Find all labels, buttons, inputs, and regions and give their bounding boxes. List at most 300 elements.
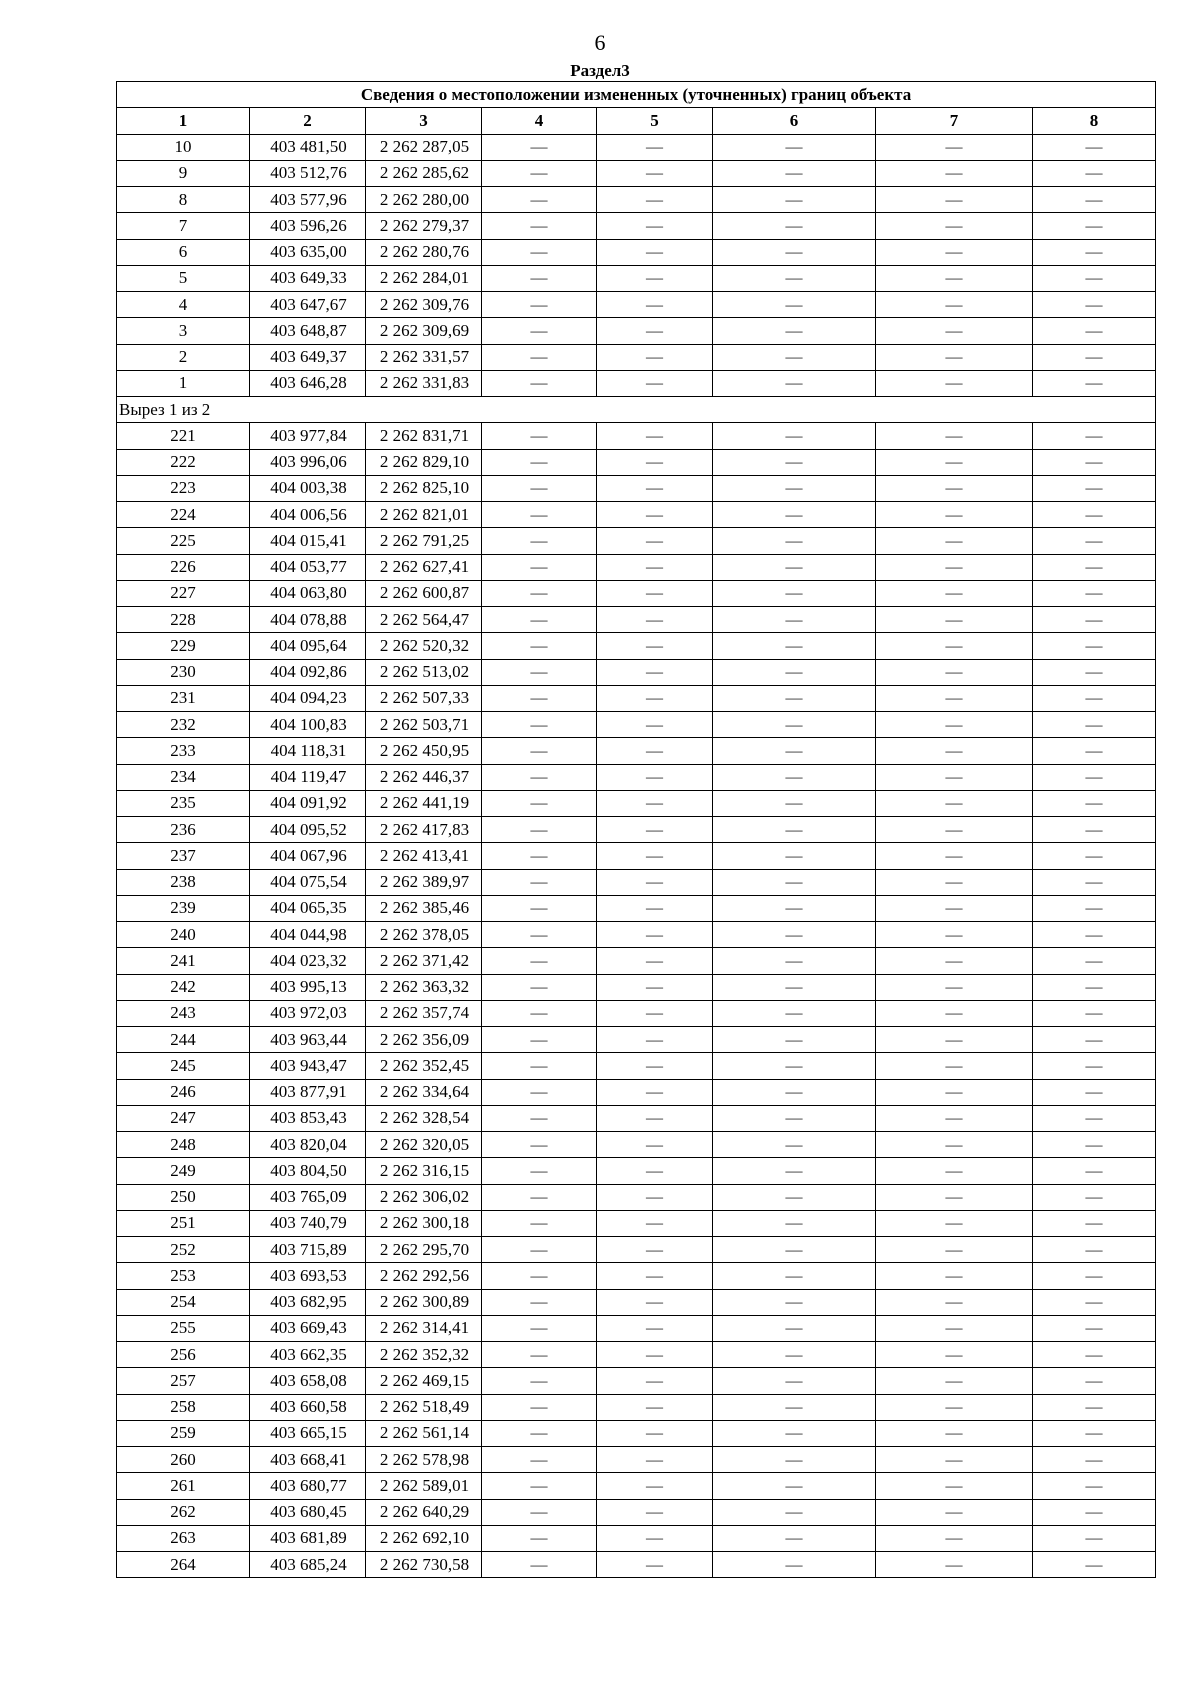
empty-dash-cell: —	[1033, 1105, 1156, 1131]
empty-dash-cell: —	[713, 1105, 876, 1131]
column-header-5: 5	[597, 108, 713, 134]
empty-dash-cell: —	[1033, 344, 1156, 370]
empty-dash-cell: —	[1033, 869, 1156, 895]
y-coordinate-cell: 2 262 730,58	[366, 1552, 482, 1578]
point-number-cell: 258	[117, 1394, 250, 1420]
x-coordinate-cell: 404 118,31	[250, 738, 366, 764]
y-coordinate-cell: 2 262 328,54	[366, 1105, 482, 1131]
empty-dash-cell: —	[713, 948, 876, 974]
empty-dash-cell: —	[482, 187, 597, 213]
x-coordinate-cell: 403 649,33	[250, 265, 366, 291]
table-row	[117, 607, 1156, 633]
empty-dash-cell: —	[597, 1473, 713, 1499]
x-coordinate-cell: 403 943,47	[250, 1053, 366, 1079]
empty-dash-cell: —	[876, 1552, 1033, 1578]
empty-dash-cell: —	[482, 843, 597, 869]
empty-dash-cell: —	[482, 265, 597, 291]
y-coordinate-cell: 2 262 627,41	[366, 554, 482, 580]
empty-dash-cell: —	[713, 1132, 876, 1158]
empty-dash-cell: —	[597, 580, 713, 606]
empty-dash-cell: —	[713, 344, 876, 370]
table-row	[117, 1315, 1156, 1341]
empty-dash-cell: —	[713, 1499, 876, 1525]
point-number-cell: 235	[117, 790, 250, 816]
x-coordinate-cell: 404 095,52	[250, 817, 366, 843]
x-coordinate-cell: 404 095,64	[250, 633, 366, 659]
empty-dash-cell: —	[482, 633, 597, 659]
empty-dash-cell: —	[1033, 817, 1156, 843]
point-number-cell: 244	[117, 1027, 250, 1053]
empty-dash-cell: —	[597, 1525, 713, 1551]
empty-dash-cell: —	[713, 1394, 876, 1420]
y-coordinate-cell: 2 262 356,09	[366, 1027, 482, 1053]
empty-dash-cell: —	[1033, 1184, 1156, 1210]
empty-dash-cell: —	[482, 1263, 597, 1289]
empty-dash-cell: —	[1033, 790, 1156, 816]
point-number-cell: 228	[117, 607, 250, 633]
empty-dash-cell: —	[597, 1237, 713, 1263]
empty-dash-cell: —	[482, 922, 597, 948]
empty-dash-cell: —	[876, 1420, 1033, 1446]
point-number-cell: 4	[117, 292, 250, 318]
x-coordinate-cell: 403 972,03	[250, 1000, 366, 1026]
empty-dash-cell: —	[1033, 1420, 1156, 1446]
point-number-cell: 263	[117, 1525, 250, 1551]
x-coordinate-cell: 403 681,89	[250, 1525, 366, 1551]
empty-dash-cell: —	[1033, 160, 1156, 186]
y-coordinate-cell: 2 262 300,18	[366, 1210, 482, 1236]
empty-dash-cell: —	[713, 1210, 876, 1236]
x-coordinate-cell: 403 662,35	[250, 1342, 366, 1368]
empty-dash-cell: —	[713, 633, 876, 659]
y-coordinate-cell: 2 262 825,10	[366, 475, 482, 501]
column-header-1: 1	[117, 108, 250, 134]
empty-dash-cell: —	[482, 1368, 597, 1394]
empty-dash-cell: —	[1033, 1000, 1156, 1026]
empty-dash-cell: —	[482, 134, 597, 160]
empty-dash-cell: —	[1033, 948, 1156, 974]
empty-dash-cell: —	[876, 502, 1033, 528]
empty-dash-cell: —	[713, 1368, 876, 1394]
empty-dash-cell: —	[482, 790, 597, 816]
x-coordinate-cell: 403 596,26	[250, 213, 366, 239]
empty-dash-cell: —	[876, 1289, 1033, 1315]
empty-dash-cell: —	[482, 1420, 597, 1446]
empty-dash-cell: —	[713, 1158, 876, 1184]
point-number-cell: 1	[117, 370, 250, 396]
empty-dash-cell: —	[876, 659, 1033, 685]
table-header	[117, 82, 1156, 135]
x-coordinate-cell: 403 963,44	[250, 1027, 366, 1053]
table-row	[117, 1420, 1156, 1446]
empty-dash-cell: —	[876, 344, 1033, 370]
empty-dash-cell: —	[597, 895, 713, 921]
point-number-cell: 260	[117, 1447, 250, 1473]
empty-dash-cell: —	[597, 213, 713, 239]
empty-dash-cell: —	[876, 685, 1033, 711]
empty-dash-cell: —	[713, 1263, 876, 1289]
x-coordinate-cell: 403 668,41	[250, 1447, 366, 1473]
empty-dash-cell: —	[482, 1210, 597, 1236]
x-coordinate-cell: 403 877,91	[250, 1079, 366, 1105]
point-number-cell: 261	[117, 1473, 250, 1499]
empty-dash-cell: —	[597, 659, 713, 685]
empty-dash-cell: —	[1033, 1158, 1156, 1184]
y-coordinate-cell: 2 262 589,01	[366, 1473, 482, 1499]
y-coordinate-cell: 2 262 520,32	[366, 633, 482, 659]
empty-dash-cell: —	[876, 1158, 1033, 1184]
point-number-cell: 246	[117, 1079, 250, 1105]
empty-dash-cell: —	[713, 1447, 876, 1473]
empty-dash-cell: —	[876, 187, 1033, 213]
empty-dash-cell: —	[482, 1158, 597, 1184]
table-row	[117, 659, 1156, 685]
empty-dash-cell: —	[1033, 134, 1156, 160]
empty-dash-cell: —	[713, 1473, 876, 1499]
y-coordinate-cell: 2 262 357,74	[366, 1000, 482, 1026]
table-row	[117, 895, 1156, 921]
empty-dash-cell: —	[1033, 475, 1156, 501]
x-coordinate-cell: 403 665,15	[250, 1420, 366, 1446]
empty-dash-cell: —	[597, 1552, 713, 1578]
empty-dash-cell: —	[597, 764, 713, 790]
x-coordinate-cell: 404 092,86	[250, 659, 366, 685]
table-row	[117, 134, 1156, 160]
empty-dash-cell: —	[1033, 1237, 1156, 1263]
empty-dash-cell: —	[482, 712, 597, 738]
point-number-cell: 222	[117, 449, 250, 475]
empty-dash-cell: —	[876, 1525, 1033, 1551]
empty-dash-cell: —	[597, 1079, 713, 1105]
y-coordinate-cell: 2 262 821,01	[366, 502, 482, 528]
empty-dash-cell: —	[876, 1000, 1033, 1026]
empty-dash-cell: —	[876, 292, 1033, 318]
empty-dash-cell: —	[1033, 685, 1156, 711]
point-number-cell: 264	[117, 1552, 250, 1578]
empty-dash-cell: —	[713, 738, 876, 764]
empty-dash-cell: —	[876, 1499, 1033, 1525]
point-number-cell: 2	[117, 344, 250, 370]
table-row	[117, 423, 1156, 449]
empty-dash-cell: —	[482, 1132, 597, 1158]
empty-dash-cell: —	[876, 1079, 1033, 1105]
empty-dash-cell: —	[713, 1079, 876, 1105]
table-row	[117, 1105, 1156, 1131]
empty-dash-cell: —	[713, 1184, 876, 1210]
empty-dash-cell: —	[597, 1447, 713, 1473]
x-coordinate-cell: 403 658,08	[250, 1368, 366, 1394]
y-coordinate-cell: 2 262 371,42	[366, 948, 482, 974]
empty-dash-cell: —	[597, 922, 713, 948]
table-row	[117, 869, 1156, 895]
x-coordinate-cell: 403 669,43	[250, 1315, 366, 1341]
empty-dash-cell: —	[482, 1237, 597, 1263]
point-number-cell: 223	[117, 475, 250, 501]
table-row	[117, 1289, 1156, 1315]
empty-dash-cell: —	[876, 265, 1033, 291]
empty-dash-cell: —	[876, 1105, 1033, 1131]
point-number-cell: 3	[117, 318, 250, 344]
empty-dash-cell: —	[482, 239, 597, 265]
empty-dash-cell: —	[876, 134, 1033, 160]
empty-dash-cell: —	[1033, 187, 1156, 213]
table-row	[117, 1342, 1156, 1368]
y-coordinate-cell: 2 262 316,15	[366, 1158, 482, 1184]
table-row	[117, 187, 1156, 213]
point-number-cell: 259	[117, 1420, 250, 1446]
empty-dash-cell: —	[1033, 528, 1156, 554]
empty-dash-cell: —	[713, 502, 876, 528]
table-row	[117, 318, 1156, 344]
cutout-label: Вырез 1 из 2	[117, 397, 1156, 423]
point-number-cell: 5	[117, 265, 250, 291]
point-number-cell: 237	[117, 843, 250, 869]
point-number-cell: 243	[117, 1000, 250, 1026]
column-header-3: 3	[366, 108, 482, 134]
y-coordinate-cell: 2 262 413,41	[366, 843, 482, 869]
table-row	[117, 1053, 1156, 1079]
empty-dash-cell: —	[1033, 370, 1156, 396]
column-header-8: 8	[1033, 108, 1156, 134]
point-number-cell: 253	[117, 1263, 250, 1289]
y-coordinate-cell: 2 262 503,71	[366, 712, 482, 738]
table-row	[117, 265, 1156, 291]
x-coordinate-cell: 403 649,37	[250, 344, 366, 370]
empty-dash-cell: —	[597, 1499, 713, 1525]
empty-dash-cell: —	[876, 869, 1033, 895]
point-number-cell: 254	[117, 1289, 250, 1315]
empty-dash-cell: —	[482, 869, 597, 895]
point-number-cell: 227	[117, 580, 250, 606]
empty-dash-cell: —	[713, 449, 876, 475]
empty-dash-cell: —	[597, 370, 713, 396]
empty-dash-cell: —	[597, 134, 713, 160]
empty-dash-cell: —	[1033, 843, 1156, 869]
empty-dash-cell: —	[482, 580, 597, 606]
empty-dash-cell: —	[1033, 1473, 1156, 1499]
empty-dash-cell: —	[876, 554, 1033, 580]
table-row	[117, 160, 1156, 186]
column-header-row	[117, 108, 1156, 134]
empty-dash-cell: —	[1033, 213, 1156, 239]
cutout-label-row	[117, 397, 1156, 423]
table-row	[117, 1525, 1156, 1551]
y-coordinate-cell: 2 262 287,05	[366, 134, 482, 160]
point-number-cell: 232	[117, 712, 250, 738]
empty-dash-cell: —	[482, 607, 597, 633]
empty-dash-cell: —	[876, 738, 1033, 764]
empty-dash-cell: —	[597, 685, 713, 711]
x-coordinate-cell: 404 015,41	[250, 528, 366, 554]
empty-dash-cell: —	[1033, 633, 1156, 659]
point-number-cell: 233	[117, 738, 250, 764]
empty-dash-cell: —	[597, 239, 713, 265]
table-row	[117, 213, 1156, 239]
empty-dash-cell: —	[713, 580, 876, 606]
empty-dash-cell: —	[876, 475, 1033, 501]
x-coordinate-cell: 404 006,56	[250, 502, 366, 528]
table-row	[117, 475, 1156, 501]
x-coordinate-cell: 404 075,54	[250, 869, 366, 895]
y-coordinate-cell: 2 262 446,37	[366, 764, 482, 790]
x-coordinate-cell: 403 996,06	[250, 449, 366, 475]
x-coordinate-cell: 403 680,45	[250, 1499, 366, 1525]
empty-dash-cell: —	[597, 187, 713, 213]
empty-dash-cell: —	[876, 318, 1033, 344]
empty-dash-cell: —	[482, 213, 597, 239]
y-coordinate-cell: 2 262 692,10	[366, 1525, 482, 1551]
x-coordinate-cell: 403 715,89	[250, 1237, 366, 1263]
point-number-cell: 249	[117, 1158, 250, 1184]
empty-dash-cell: —	[713, 712, 876, 738]
table-row	[117, 1210, 1156, 1236]
empty-dash-cell: —	[597, 817, 713, 843]
empty-dash-cell: —	[1033, 659, 1156, 685]
empty-dash-cell: —	[876, 1132, 1033, 1158]
empty-dash-cell: —	[1033, 1368, 1156, 1394]
empty-dash-cell: —	[482, 1184, 597, 1210]
y-coordinate-cell: 2 262 378,05	[366, 922, 482, 948]
empty-dash-cell: —	[1033, 1499, 1156, 1525]
point-number-cell: 256	[117, 1342, 250, 1368]
table-row	[117, 344, 1156, 370]
y-coordinate-cell: 2 262 561,14	[366, 1420, 482, 1446]
empty-dash-cell: —	[597, 1263, 713, 1289]
y-coordinate-cell: 2 262 292,56	[366, 1263, 482, 1289]
empty-dash-cell: —	[1033, 1263, 1156, 1289]
empty-dash-cell: —	[713, 292, 876, 318]
empty-dash-cell: —	[876, 449, 1033, 475]
empty-dash-cell: —	[1033, 292, 1156, 318]
empty-dash-cell: —	[597, 344, 713, 370]
column-header-7: 7	[876, 108, 1033, 134]
x-coordinate-cell: 403 646,28	[250, 370, 366, 396]
empty-dash-cell: —	[597, 1368, 713, 1394]
empty-dash-cell: —	[876, 764, 1033, 790]
empty-dash-cell: —	[876, 1473, 1033, 1499]
empty-dash-cell: —	[876, 922, 1033, 948]
empty-dash-cell: —	[1033, 1027, 1156, 1053]
y-coordinate-cell: 2 262 640,29	[366, 1499, 482, 1525]
y-coordinate-cell: 2 262 469,15	[366, 1368, 482, 1394]
table-row	[117, 843, 1156, 869]
table-body	[117, 134, 1156, 1578]
empty-dash-cell: —	[597, 974, 713, 1000]
empty-dash-cell: —	[1033, 554, 1156, 580]
y-coordinate-cell: 2 262 352,45	[366, 1053, 482, 1079]
point-number-cell: 251	[117, 1210, 250, 1236]
empty-dash-cell: —	[1033, 712, 1156, 738]
empty-dash-cell: —	[1033, 1289, 1156, 1315]
empty-dash-cell: —	[482, 344, 597, 370]
empty-dash-cell: —	[1033, 239, 1156, 265]
table-caption: Сведения о местоположении измененных (уточненных) границ объекта	[117, 82, 1156, 108]
point-number-cell: 250	[117, 1184, 250, 1210]
point-number-cell: 230	[117, 659, 250, 685]
empty-dash-cell: —	[1033, 607, 1156, 633]
empty-dash-cell: —	[597, 712, 713, 738]
empty-dash-cell: —	[713, 764, 876, 790]
x-coordinate-cell: 404 023,32	[250, 948, 366, 974]
empty-dash-cell: —	[713, 1420, 876, 1446]
empty-dash-cell: —	[876, 817, 1033, 843]
empty-dash-cell: —	[482, 1525, 597, 1551]
y-coordinate-cell: 2 262 306,02	[366, 1184, 482, 1210]
y-coordinate-cell: 2 262 363,32	[366, 974, 482, 1000]
empty-dash-cell: —	[597, 449, 713, 475]
table-row	[117, 1473, 1156, 1499]
empty-dash-cell: —	[1033, 449, 1156, 475]
empty-dash-cell: —	[482, 817, 597, 843]
point-number-cell: 10	[117, 134, 250, 160]
empty-dash-cell: —	[482, 1315, 597, 1341]
empty-dash-cell: —	[597, 1289, 713, 1315]
point-number-cell: 6	[117, 239, 250, 265]
x-coordinate-cell: 403 577,96	[250, 187, 366, 213]
x-coordinate-cell: 403 647,67	[250, 292, 366, 318]
y-coordinate-cell: 2 262 578,98	[366, 1447, 482, 1473]
y-coordinate-cell: 2 262 331,83	[366, 370, 482, 396]
empty-dash-cell: —	[876, 213, 1033, 239]
empty-dash-cell: —	[876, 633, 1033, 659]
empty-dash-cell: —	[713, 974, 876, 1000]
empty-dash-cell: —	[482, 1552, 597, 1578]
point-number-cell: 240	[117, 922, 250, 948]
empty-dash-cell: —	[713, 1000, 876, 1026]
x-coordinate-cell: 404 065,35	[250, 895, 366, 921]
x-coordinate-cell: 403 635,00	[250, 239, 366, 265]
empty-dash-cell: —	[1033, 1053, 1156, 1079]
empty-dash-cell: —	[876, 160, 1033, 186]
y-coordinate-cell: 2 262 385,46	[366, 895, 482, 921]
empty-dash-cell: —	[876, 528, 1033, 554]
empty-dash-cell: —	[482, 554, 597, 580]
table-row	[117, 370, 1156, 396]
empty-dash-cell: —	[482, 292, 597, 318]
y-coordinate-cell: 2 262 507,33	[366, 685, 482, 711]
empty-dash-cell: —	[1033, 922, 1156, 948]
table-row	[117, 449, 1156, 475]
empty-dash-cell: —	[713, 475, 876, 501]
section-title: Раздел3	[570, 61, 630, 80]
y-coordinate-cell: 2 262 314,41	[366, 1315, 482, 1341]
table-row	[117, 1184, 1156, 1210]
empty-dash-cell: —	[482, 974, 597, 1000]
empty-dash-cell: —	[597, 423, 713, 449]
empty-dash-cell: —	[482, 1499, 597, 1525]
x-coordinate-cell: 404 063,80	[250, 580, 366, 606]
empty-dash-cell: —	[713, 1027, 876, 1053]
empty-dash-cell: —	[482, 1447, 597, 1473]
table-row	[117, 790, 1156, 816]
x-coordinate-cell: 404 067,96	[250, 843, 366, 869]
empty-dash-cell: —	[876, 607, 1033, 633]
y-coordinate-cell: 2 262 417,83	[366, 817, 482, 843]
empty-dash-cell: —	[482, 764, 597, 790]
empty-dash-cell: —	[1033, 1447, 1156, 1473]
empty-dash-cell: —	[1033, 580, 1156, 606]
point-number-cell: 221	[117, 423, 250, 449]
empty-dash-cell: —	[713, 213, 876, 239]
empty-dash-cell: —	[876, 1027, 1033, 1053]
empty-dash-cell: —	[1033, 502, 1156, 528]
y-coordinate-cell: 2 262 450,95	[366, 738, 482, 764]
empty-dash-cell: —	[713, 1237, 876, 1263]
table-row	[117, 1158, 1156, 1184]
empty-dash-cell: —	[876, 1263, 1033, 1289]
x-coordinate-cell: 403 685,24	[250, 1552, 366, 1578]
empty-dash-cell: —	[597, 1184, 713, 1210]
